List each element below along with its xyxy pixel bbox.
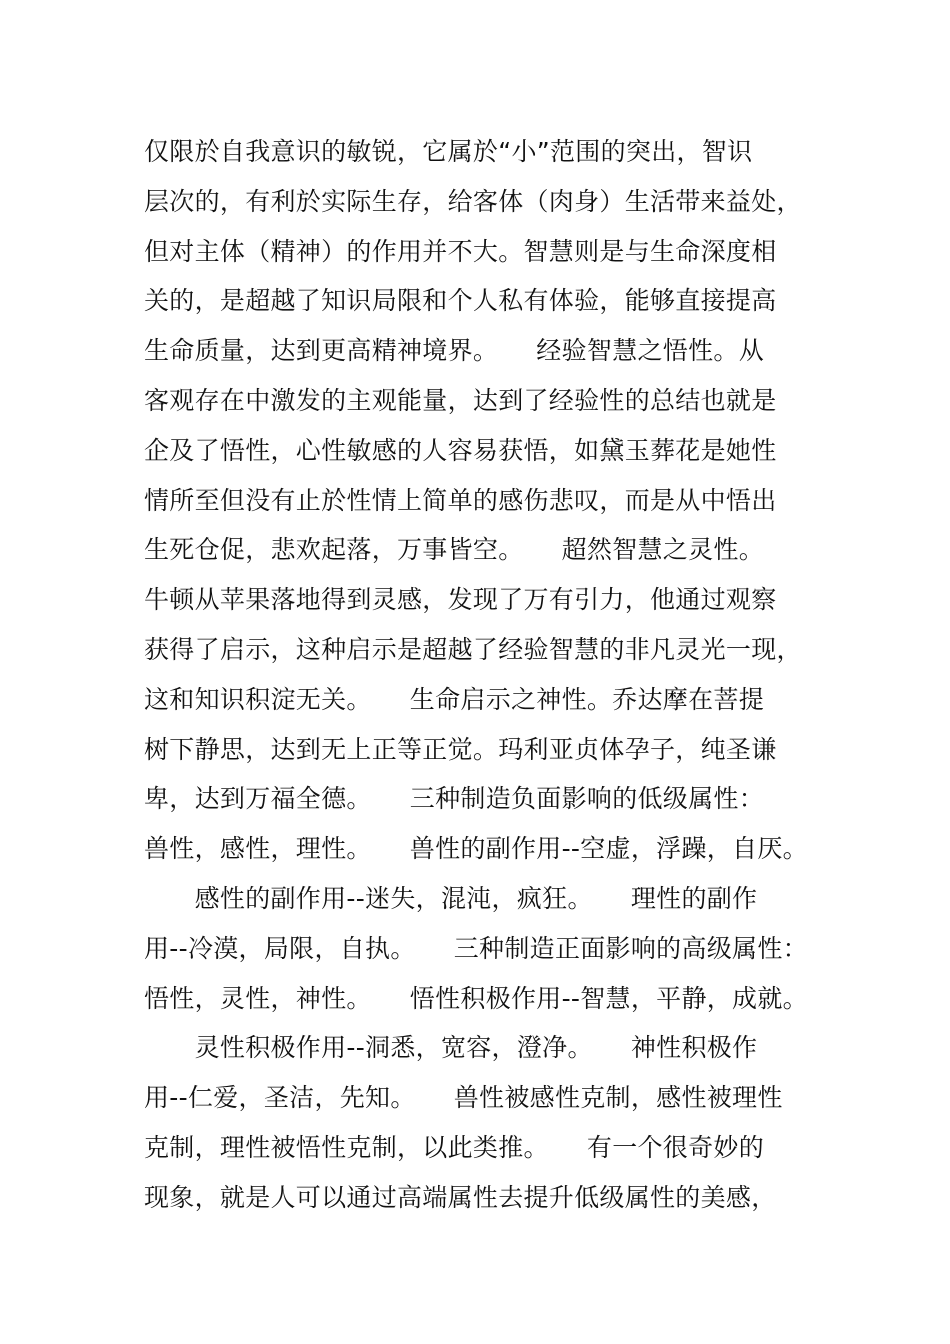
text-line: 生死仓促，悲欢起落，万事皆空。 超然智慧之灵性。 [144, 535, 765, 565]
text-line: 牛顿从苹果落地得到灵感，发现了万有引力，他通过观察 [144, 585, 777, 615]
text-line: 情所至但没有止於性情上简单的感伤悲叹，而是从中悟出 [144, 485, 777, 515]
text-line: 灵性积极作用--洞悉，宽容，澄净。 神性积极作 [144, 1033, 758, 1063]
text-line: 感性的副作用--迷失，混沌，疯狂。 理性的副作 [144, 883, 758, 913]
text-line: 获得了启示，这种启示是超越了经验智慧的非凡灵光一现， [144, 634, 802, 664]
text-line: 用--仁爱，圣洁，先知。 兽性被感性克制，感性被理性 [144, 1083, 783, 1113]
text-line: 关的，是超越了知识局限和个人私有体验，能够直接提高 [144, 286, 777, 316]
body-text [144, 127, 824, 1223]
text-line: 悟性，灵性，神性。 悟性积极作用--智慧，平静，成就。 [144, 983, 808, 1013]
text-line: 层次的，有利於实际生存，给客体（肉身）生活带来益处， [144, 186, 802, 216]
text-line: 兽性，感性，理性。 兽性的副作用--空虚，浮躁，自厌。 [144, 834, 808, 864]
text-line: 卑，达到万福全德。 三种制造负面影响的低级属性： [144, 784, 765, 814]
text-line: 树下静思，达到无上正等正觉。玛利亚贞体孕子，纯圣谦 [144, 734, 777, 764]
text-line: 生命质量，达到更高精神境界。 经验智慧之悟性。从 [144, 336, 765, 366]
text-line: 但对主体（精神）的作用并不大。智慧则是与生命深度相 [144, 236, 777, 266]
text-line: 企及了悟性，心性敏感的人容易获悟，如黛玉葬花是她性 [144, 435, 777, 465]
text-line: 现象，就是人可以通过高端属性去提升低级属性的美感， [144, 1182, 777, 1212]
text-line: 客观存在中激发的主观能量，达到了经验性的总结也就是 [144, 385, 777, 415]
text-line: 克制，理性被悟性克制，以此类推。 有一个很奇妙的 [144, 1132, 765, 1162]
text-line: 这和知识积淀无关。 生命启示之神性。乔达摩在菩提 [144, 684, 765, 714]
text-line: 用--冷漠，局限，自执。 三种制造正面影响的高级属性： [144, 933, 808, 963]
text-line: 仅限於自我意识的敏锐，它属於“小”范围的突出，智识 [144, 137, 753, 166]
